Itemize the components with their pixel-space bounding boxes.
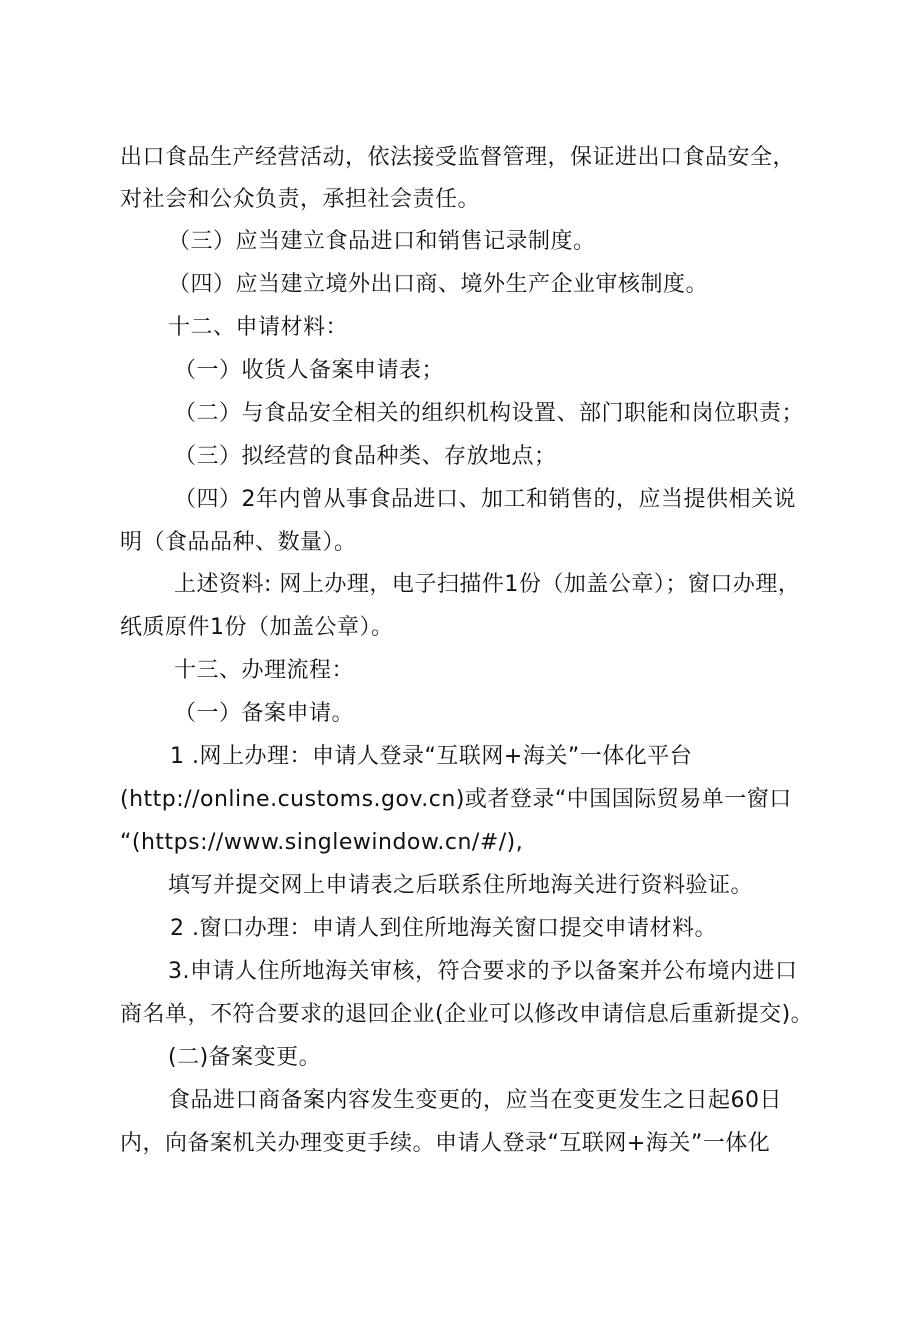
subsection-heading: (二)备案变更。 — [168, 1045, 322, 1070]
body-text-line: 纸质原件1份（加盖公章）。 — [120, 615, 394, 640]
body-text-line: 出口食品生产经营活动，依法接受监督管理，保证进出口食品安全， — [120, 145, 796, 170]
section-heading: 十三、办理流程： — [174, 658, 355, 683]
url-text-line: (http://online.customs.gov.cn)或者登录“中国国际贸易单一窗口 — [120, 787, 792, 812]
list-item-text: （三）拟经营的食品种类、存放地点； — [174, 444, 557, 469]
body-text-line: 商名单，不符合要求的退回企业(企业可以修改申请信息后重新提交)。 — [120, 1002, 814, 1027]
list-item-text: （三）应当建立食品进口和销售记录制度。 — [168, 229, 596, 254]
body-text-line: 填写并提交网上申请表之后联系住所地海关进行资料验证。 — [168, 873, 754, 898]
step-text: 1 .网上办理：申请人登录“互联网+海关”一体化平台 — [170, 744, 693, 769]
step-text: 3.申请人住所地海关审核，符合要求的予以备案并公布境内进口 — [168, 959, 798, 984]
list-item-text: （一）收货人备案申请表； — [174, 358, 445, 383]
body-text-line: 对社会和公众负责，承担社会责任。 — [120, 187, 481, 212]
body-text-line: 内，向备案机关办理变更手续。申请人登录“互联网+海关”一体化 — [120, 1131, 771, 1156]
step-text: 2 .窗口办理：申请人到住所地海关窗口提交申请材料。 — [170, 916, 717, 941]
url-text-line: “(https://www.singlewindow.cn/#/), — [120, 830, 524, 855]
body-text-line: 食品进口商备案内容发生变更的，应当在变更发生之日起60日 — [168, 1088, 782, 1113]
section-heading: 十二、申请材料： — [168, 315, 349, 340]
subsection-heading: （一）备案申请。 — [174, 701, 355, 726]
list-item-text: （二）与食品安全相关的组织机构设置、部门职能和岗位职责； — [174, 401, 805, 426]
list-item-text: （四）2年内曾从事食品进口、加工和销售的，应当提供相关说 — [174, 487, 796, 512]
body-text-line: 明（食品品种、数量）。 — [120, 530, 357, 555]
list-item-text: （四）应当建立境外出口商、境外生产企业审核制度。 — [168, 272, 709, 297]
body-text-line: 上述资料: 网上办理，电子扫描件1份（加盖公章）；窗口办理， — [174, 572, 801, 597]
